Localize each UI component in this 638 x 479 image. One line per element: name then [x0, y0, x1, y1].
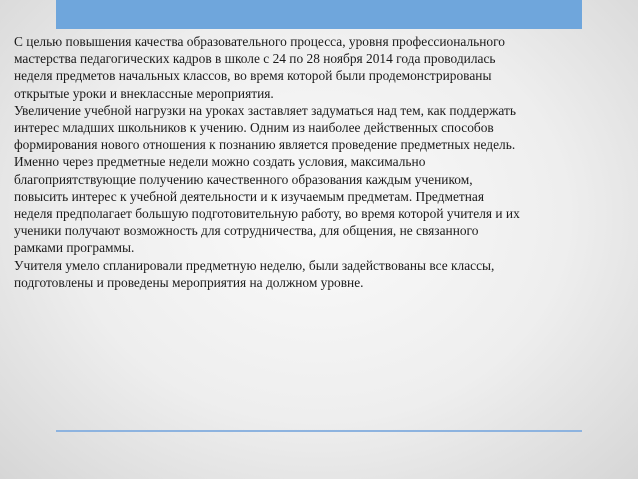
slide-body-text: С целью повышения качества образовательного процесса, уровня профессионального мастерства педагогических кадров в школе с 24 по 28 ноября 2014 года проводилась неделя предметов начальных классов, во время которой были продемонстрированы открытые уроки и внеклассные мероприятия. Увеличение учебной нагрузки на уроках заставляет задуматься над тем, как поддержать интерес младших школьников к учению. Одним из наиболее действенных способов формирования нового отношения к познанию является проведение предметных недель. Именно через предметные недели можно создать условия, максимально благоприятствующие получению качественного образования каждым учеником, повысить интерес к учебной деятельности и к изучаемым предметам. Предметная неделя предполагает большую подготовительную работу, во время которой учителя и их ученики получают возможность для сотрудничества, для общения, не связанного рамками программы. Учителя умело спланировали предметную неделю, были задействованы все классы, подготовлены и проведены мероприятия на должном уровне.: [14, 34, 520, 290]
bottom-divider-line: [56, 430, 582, 432]
top-accent-bar: [56, 0, 582, 29]
